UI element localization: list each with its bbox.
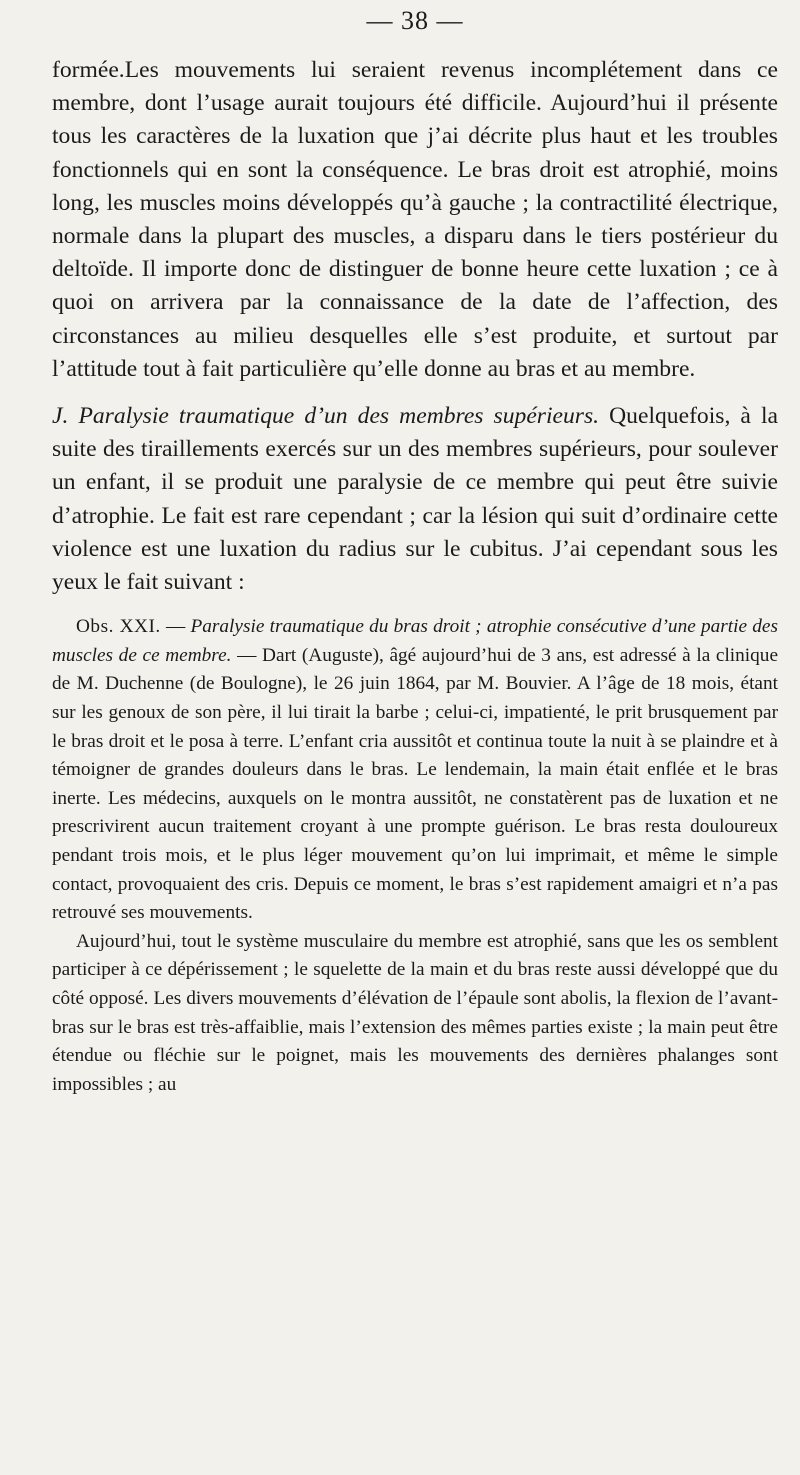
observation-title: Paralysie traumatique du bras droit ; atrophie consécutive d’une partie des muscles de ce membre. [52,616,778,666]
section-paragraph [52,400,778,599]
page-number: — 38 — [366,6,464,35]
observation-label: Obs. XXI. [76,616,161,638]
paragraph-continuation: formée.Les mouvements lui seraient revenus incomplétement dans ce membre, dont l’usage aurait toujours été difficile. Aujourd’hui il présente tous les caractères de la luxation que j’ai décrite plus haut et les troubles fonctionnels qui en sont la conséquence. Le bras droit est atrophié, moins long, les muscles moins développés qu’à gauche ; la contractilité électrique, normale dans la plupart des muscles, a disparu dans le tiers postérieur du deltoïde. Il importe donc de distinguer de bonne heure cette luxation ; ce à quoi on arrivera par la connaissance de la date de l’affection, des circonstances au milieu desquelles elle s’est produite, et surtout par l’attitude tout à fait particulière qu’elle donne au bras et au membre. [52,57,778,382]
observation-paragraph [52,613,778,928]
section-text: Quelquefois, à la suite des tiraillements exercés sur un des membres supérieurs, pour soulever un enfant, il se produit une paralysie de ce membre qui peut être suivie d’atrophie. Le fait est rare cependant ; car la lésion qui suit d’ordinaire cette violence est une luxation du radius sur le cubitus. J’ai cependant sous les yeux le fait suivant : [52,403,779,596]
section-title: J. Paralysie traumatique d’un des membres supérieurs. [52,403,600,430]
observation-dash: — [160,616,191,638]
observation-paragraph-2: Aujourd’hui, tout le système musculaire du membre est atrophié, sans que les os semblent participer à ce dépérissement ; le squelette de la main et du bras reste aussi développé que du côté opposé. Les divers mouvements d’élévation de l’épaule sont abolis, la flexion de l’avant-bras sur le bras est très-affaiblie, mais l’extension des mêmes parties existe ; la main peut être étendue ou fléchie sur le poignet, mais les mouvements des dernières phalanges sont impossibles ; au [52,930,778,1095]
observation-text: — Dart (Auguste), âgé aujourd’hui de 3 ans, est adressé à la clinique de M. Duchenne (de Boulogne), le 26 juin 1864, par M. Bouvier. A l’âge de 18 mois, étant sur les genoux de son père, il lui tirait la barbe ; celui-ci, impatienté, le prit brusquement par le bras droit et le posa à terre. L’enfant cria aussitôt et continua toute la nuit à se plaindre et à témoigner de grandes douleurs dans le bras. Le lendemain, la main était enflée et le bras inerte. Les médecins, auxquels on le montra aussitôt, ne constatèrent pas de luxation et ne prescrivirent aucun traitement croyant à une prompte guérison. Le bras resta douloureux pendant trois mois, et le plus léger mouvement qu’on lui imprimait, et même le simple contact, provoquaient des cris. Depuis ce moment, le bras s’est rapidement amaigri et n’a pas retrouvé ses mouvements. [52,644,778,924]
